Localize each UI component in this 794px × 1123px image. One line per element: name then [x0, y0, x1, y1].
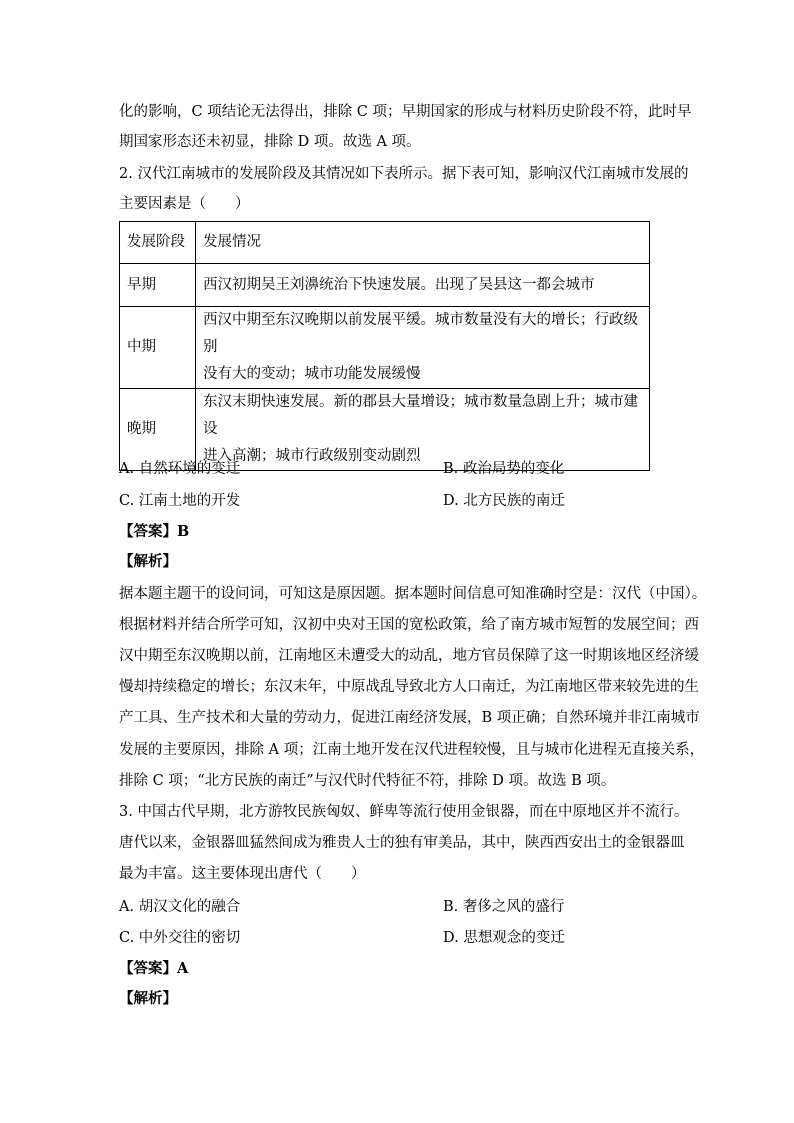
table-cell-stage: 早期 — [120, 264, 196, 307]
q2-stem-line-1: 2. 汉代江南城市的发展阶段及其情况如下表所示。据下表可知，影响汉代江南城市发展的 — [119, 166, 689, 182]
q2-option-a[interactable]: A. 自然环境的变迁 — [119, 461, 241, 477]
table-header-detail: 发展情况 — [196, 222, 650, 264]
table-cell-detail — [196, 389, 650, 471]
table-cell-line: 西汉初期吴王刘濞统治下快速发展。出现了吴县这一都会城市 — [203, 276, 595, 293]
q2-stem-line-2: 主要因素是（ ） — [119, 196, 250, 212]
q2-analysis-line-7: 排除 C 项；“北方民族的南迁”与汉代时代特征不符，排除 D 项。故选 B 项。 — [119, 773, 616, 789]
q3-option-a[interactable]: A. 胡汉文化的融合 — [119, 899, 241, 915]
q2-analysis-line-3: 汉中期至东汉晚期以前，江南地区未遭受大的动乱，地方官员保障了这一时期该地区经济缓 — [119, 648, 699, 664]
q2-analysis-line-1: 据本题主题干的设问词，可知这是原因题。据本题时间信息可知准确时空是：汉代（中国）。 — [119, 586, 707, 602]
q2-option-d[interactable]: D. 北方民族的南迁 — [443, 493, 565, 509]
table-cell-stage: 中期 — [120, 307, 196, 389]
intro-line-2: 期国家形态还未初显，排除 D 项。故选 A 项。 — [119, 134, 421, 150]
q3-stem-line-2: 唐代以来，金银器皿猛然间成为雅贵人士的独有审美品，其中，陕西西安出土的金银器皿 — [119, 835, 685, 851]
q2-answer: 【答案】B — [119, 523, 190, 540]
table-cell-line: 没有大的变动；城市功能发展缓慢 — [203, 366, 421, 382]
table-cell-stage: 晚期 — [120, 389, 196, 471]
table-header-row — [120, 222, 650, 264]
q2-option-b[interactable]: B. 政治局势的变化 — [443, 461, 565, 477]
q3-option-b[interactable]: B. 奢侈之风的盛行 — [443, 899, 565, 915]
intro-line-1: 化的影响，C 项结论无法得出，排除 C 项；早期国家的形成与材料历史阶段不符，此时早 — [119, 104, 692, 120]
q2-analysis-line-5: 产工具、生产技术和大量的劳动力，促进江南经济发展，B 项正确；自然环境并非江南城市 — [119, 710, 700, 726]
table-cell-detail — [196, 264, 650, 307]
q3-option-c[interactable]: C. 中外交往的密切 — [119, 930, 241, 946]
table-cell-line: 东汉末期快速发展。新的郡县大量增设；城市数量急剧上升；城市建设 — [203, 394, 638, 437]
q3-option-d[interactable]: D. 思想观念的变迁 — [443, 930, 565, 946]
table-header-stage: 发展阶段 — [120, 222, 196, 264]
q2-analysis-label: 【解析】 — [119, 553, 177, 570]
q2-option-c[interactable]: C. 江南土地的开发 — [119, 493, 241, 509]
table-cell-line: 进入高潮；城市行政级别变动剧烈 — [203, 448, 421, 464]
q3-stem-line-1: 3. 中国古代早期，北方游牧民族匈奴、鲜卑等流行使用金银器，而在中原地区并不流行。 — [119, 804, 689, 820]
q3-answer: 【答案】A — [119, 960, 189, 977]
q2-analysis-line-6: 发展的主要原因，排除 A 项；江南土地开发在汉代进程较慢，且与城市化进程无直接关系， — [119, 742, 705, 758]
q2-table — [119, 221, 650, 471]
table-cell-detail — [196, 307, 650, 389]
table-row — [120, 307, 650, 389]
q3-analysis-label: 【解析】 — [119, 990, 177, 1007]
q2-analysis-line-4: 慢却持续稳定的增长；东汉末年，中原战乱导致北方人口南迁，为江南地区带来较先进的生 — [119, 679, 699, 695]
q2-analysis-line-2: 根据材料并结合所学可知，汉初中央对王国的宽松政策，给了南方城市短暂的发展空间；西 — [119, 617, 699, 633]
table-row — [120, 264, 650, 307]
q3-stem-line-3: 最为丰富。这主要体现出唐代（ ） — [119, 866, 366, 882]
table-cell-line: 西汉中期至东汉晚期以前发展平缓。城市数量没有大的增长；行政级别 — [203, 312, 638, 355]
